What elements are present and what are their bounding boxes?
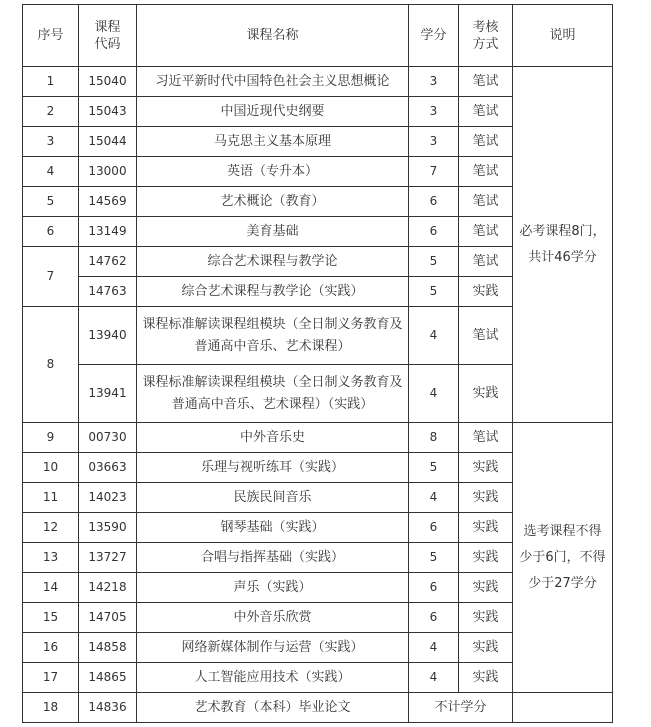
- cell-exam: 笔试: [459, 247, 513, 277]
- header-seq: 序号: [23, 5, 79, 67]
- cell-name: 乐理与视听练耳（实践）: [137, 453, 409, 483]
- cell-code: 14569: [79, 187, 137, 217]
- cell-exam: 实践: [459, 663, 513, 693]
- cell-exam: 笔试: [459, 307, 513, 365]
- cell-name: 声乐（实践）: [137, 573, 409, 603]
- cell-name: 合唱与指挥基础（实践）: [137, 543, 409, 573]
- cell-credits: 5: [409, 543, 459, 573]
- cell-seq: 2: [23, 97, 79, 127]
- cell-credits: 5: [409, 453, 459, 483]
- cell-code: 15044: [79, 127, 137, 157]
- header-note: 说明: [513, 5, 613, 67]
- cell-credits: 4: [409, 365, 459, 423]
- cell-seq: 10: [23, 453, 79, 483]
- cell-name: 课程标准解读课程组模块（全日制义务教育及普通高中音乐、艺术课程）（实践）: [137, 365, 409, 423]
- cell-code: 14865: [79, 663, 137, 693]
- cell-seq: 8: [23, 307, 79, 423]
- table-row: [23, 423, 613, 453]
- cell-code: 14705: [79, 603, 137, 633]
- cell-code: 14836: [79, 693, 137, 723]
- cell-name: 人工智能应用技术（实践）: [137, 663, 409, 693]
- cell-name: 艺术教育（本科）毕业论文: [137, 693, 409, 723]
- cell-code: 14218: [79, 573, 137, 603]
- cell-seq: 15: [23, 603, 79, 633]
- header-code: [79, 5, 137, 67]
- table-row: [23, 67, 613, 97]
- cell-code: 14762: [79, 247, 137, 277]
- cell-exam: 笔试: [459, 127, 513, 157]
- cell-exam: 实践: [459, 483, 513, 513]
- header-name: 课程名称: [137, 5, 409, 67]
- cell-credits: 5: [409, 247, 459, 277]
- cell-exam: 实践: [459, 277, 513, 307]
- cell-exam: 实践: [459, 543, 513, 573]
- cell-exam: 实践: [459, 573, 513, 603]
- table-row: [23, 693, 613, 723]
- cell-code: 00730: [79, 423, 137, 453]
- cell-credits: 7: [409, 157, 459, 187]
- cell-name: 综合艺术课程与教学论（实践）: [137, 277, 409, 307]
- cell-seq: 3: [23, 127, 79, 157]
- cell-name: 马克思主义基本原理: [137, 127, 409, 157]
- cell-seq: 16: [23, 633, 79, 663]
- cell-seq: 9: [23, 423, 79, 453]
- cell-credits: 3: [409, 67, 459, 97]
- cell-name: 中国近现代史纲要: [137, 97, 409, 127]
- cell-note-empty: [513, 693, 613, 723]
- cell-exam: 实践: [459, 453, 513, 483]
- cell-name: 英语（专升本）: [137, 157, 409, 187]
- cell-seq: 11: [23, 483, 79, 513]
- cell-name: 课程标准解读课程组模块（全日制义务教育及普通高中音乐、艺术课程）: [137, 307, 409, 365]
- cell-code: 13590: [79, 513, 137, 543]
- cell-credits: 5: [409, 277, 459, 307]
- cell-exam: 笔试: [459, 217, 513, 247]
- cell-code: 13941: [79, 365, 137, 423]
- cell-seq: 1: [23, 67, 79, 97]
- cell-credits: 6: [409, 187, 459, 217]
- cell-name: 综合艺术课程与教学论: [137, 247, 409, 277]
- cell-credits: 4: [409, 307, 459, 365]
- cell-seq: 5: [23, 187, 79, 217]
- header-credits: 学分: [409, 5, 459, 67]
- cell-exam: 实践: [459, 603, 513, 633]
- cell-exam: 笔试: [459, 67, 513, 97]
- cell-credits: 6: [409, 513, 459, 543]
- cell-seq: 4: [23, 157, 79, 187]
- cell-name: 民族民间音乐: [137, 483, 409, 513]
- cell-exam: 笔试: [459, 157, 513, 187]
- cell-name: 美育基础: [137, 217, 409, 247]
- course-table-wrapper: [22, 4, 613, 723]
- cell-exam: 实践: [459, 365, 513, 423]
- course-table: [22, 4, 613, 723]
- note-elective: 选考课程不得少于6门，不得少于27学分: [513, 423, 613, 693]
- cell-seq: 7: [23, 247, 79, 307]
- header-exam-line2: 方式: [472, 36, 499, 52]
- cell-code: 14023: [79, 483, 137, 513]
- cell-name: 艺术概论（教育）: [137, 187, 409, 217]
- cell-seq: 6: [23, 217, 79, 247]
- cell-code: 13727: [79, 543, 137, 573]
- cell-name: 中外音乐欣赏: [137, 603, 409, 633]
- cell-credits: 4: [409, 633, 459, 663]
- cell-credits: 3: [409, 127, 459, 157]
- cell-code: 13149: [79, 217, 137, 247]
- note-required: 必考课程8门，共计46学分: [513, 67, 613, 423]
- cell-code: 14763: [79, 277, 137, 307]
- cell-code: 15040: [79, 67, 137, 97]
- cell-credits: 6: [409, 217, 459, 247]
- header-exam: [459, 5, 513, 67]
- cell-exam: 笔试: [459, 423, 513, 453]
- cell-code: 13000: [79, 157, 137, 187]
- cell-exam: 实践: [459, 633, 513, 663]
- cell-credits: 4: [409, 483, 459, 513]
- table-header-row: [23, 5, 613, 67]
- cell-seq: 13: [23, 543, 79, 573]
- cell-code: 15043: [79, 97, 137, 127]
- header-exam-line1: 考核: [472, 19, 499, 35]
- cell-seq: 18: [23, 693, 79, 723]
- cell-name: 习近平新时代中国特色社会主义思想概论: [137, 67, 409, 97]
- cell-seq: 12: [23, 513, 79, 543]
- cell-credits: 6: [409, 573, 459, 603]
- cell-credits: 6: [409, 603, 459, 633]
- cell-seq: 14: [23, 573, 79, 603]
- cell-name: 网络新媒体制作与运营（实践）: [137, 633, 409, 663]
- header-code-line2: 代码: [94, 36, 121, 52]
- cell-credits: 8: [409, 423, 459, 453]
- cell-exam: 笔试: [459, 97, 513, 127]
- header-code-line1: 课程: [94, 19, 121, 35]
- cell-name: 钢琴基础（实践）: [137, 513, 409, 543]
- cell-credits-merged: 不计学分: [409, 693, 513, 723]
- cell-code: 13940: [79, 307, 137, 365]
- cell-exam: 实践: [459, 513, 513, 543]
- cell-credits: 3: [409, 97, 459, 127]
- cell-name: 中外音乐史: [137, 423, 409, 453]
- cell-credits: 4: [409, 663, 459, 693]
- cell-exam: 笔试: [459, 187, 513, 217]
- cell-code: 03663: [79, 453, 137, 483]
- cell-code: 14858: [79, 633, 137, 663]
- cell-seq: 17: [23, 663, 79, 693]
